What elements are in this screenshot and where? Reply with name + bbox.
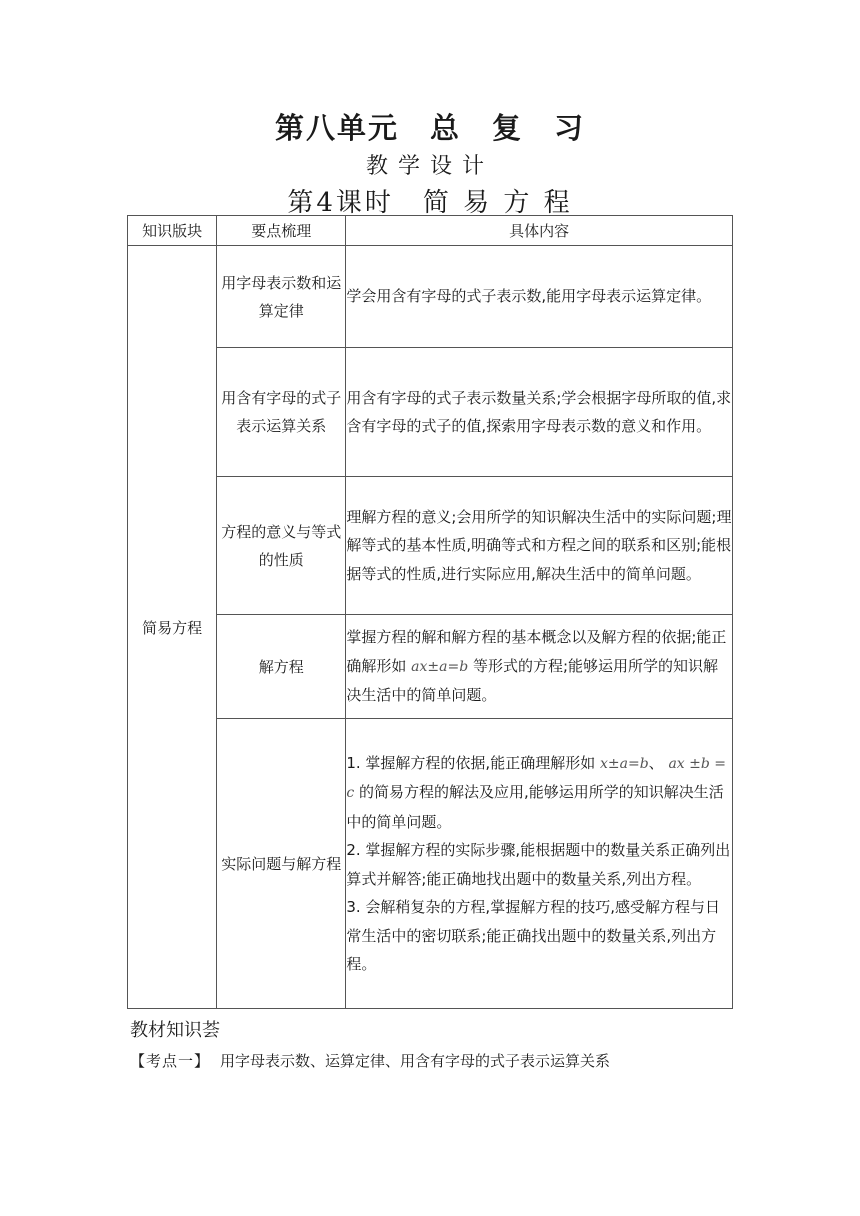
- exam-point-line: [130, 1050, 610, 1071]
- table-row: [128, 719, 733, 1009]
- separator: 、: [648, 753, 664, 772]
- equation-form: x±a=b: [599, 755, 649, 772]
- table-row: [128, 348, 733, 477]
- content-item-1: [346, 749, 732, 837]
- unit-title: 第八单元 总 复 习: [274, 111, 585, 145]
- point-cell: 用字母表示数和运算定律: [217, 246, 346, 348]
- point-cell: 方程的意义与等式的性质: [217, 477, 346, 615]
- table-row: [128, 477, 733, 615]
- module-cell: 简易方程: [128, 246, 217, 1009]
- content-text: 掌握方程的解和解方程的基本概念以及解方程的依据;能正确解形如: [346, 628, 727, 675]
- content-cell: 用含有字母的式子表示数量关系;学会根据字母所取的值,求含有字母的式子的值,探索用字母表示数的意义和作用。: [346, 348, 733, 477]
- content-text: 1. 掌握解方程的依据,能正确理解形如: [346, 753, 596, 772]
- content-cell: 学会用含有字母的式子表示数,能用字母表示运算定律。: [346, 246, 733, 348]
- equation-form: ax±a=b: [411, 658, 469, 675]
- lesson-title: 第4课时 简 易 方 程: [287, 188, 573, 218]
- point-cell: 用含有字母的式子表示运算关系: [217, 348, 346, 477]
- content-item-2: 2. 掌握解方程的实际步骤,能根据题中的数量关系正确列出算式并解答;能正确地找出题中的数量关系,列出方程。: [346, 841, 731, 888]
- section-heading: 教材知识荟: [130, 1020, 220, 1041]
- point-cell: 解方程: [217, 615, 346, 719]
- table-row: [128, 615, 733, 719]
- content-cell: [346, 615, 733, 719]
- exam-point-text: 用字母表示数、运算定律、用含有字母的式子表示运算关系: [220, 1052, 611, 1070]
- header-module: 知识版块: [128, 216, 217, 246]
- knowledge-outline-table: [127, 215, 733, 1009]
- content-text: 等形式的方程;能够运用所学的知识解决生活中的简单问题。: [346, 656, 718, 705]
- point-cell: 实际问题与解方程: [217, 719, 346, 1009]
- exam-point-tag: 【考点一】: [130, 1052, 211, 1070]
- content-item-3: 3. 会解稍复杂的方程,掌握解方程的技巧,感受解方程与日常生活中的密切联系;能正确找出题中的数量关系,列出方程。: [346, 898, 720, 973]
- header-point: 要点梳理: [217, 216, 346, 246]
- content-cell: [346, 719, 733, 1009]
- table-header-row: [128, 216, 733, 246]
- document-subtitle: 教学设计: [365, 154, 494, 179]
- table-row: [128, 246, 733, 348]
- content-text: 的简易方程的解法及应用,能够运用所学的知识解决生活中的简单问题。: [346, 783, 724, 831]
- header-content: 具体内容: [346, 216, 733, 246]
- equation-form: ax ±b = c: [346, 755, 727, 801]
- content-cell: 理解方程的意义;会用所学的知识解决生活中的实际问题;理解等式的基本性质,明确等式和方程之间的联系和区别;能根据等式的性质,进行实际应用,解决生活中的简单问题。: [346, 477, 733, 615]
